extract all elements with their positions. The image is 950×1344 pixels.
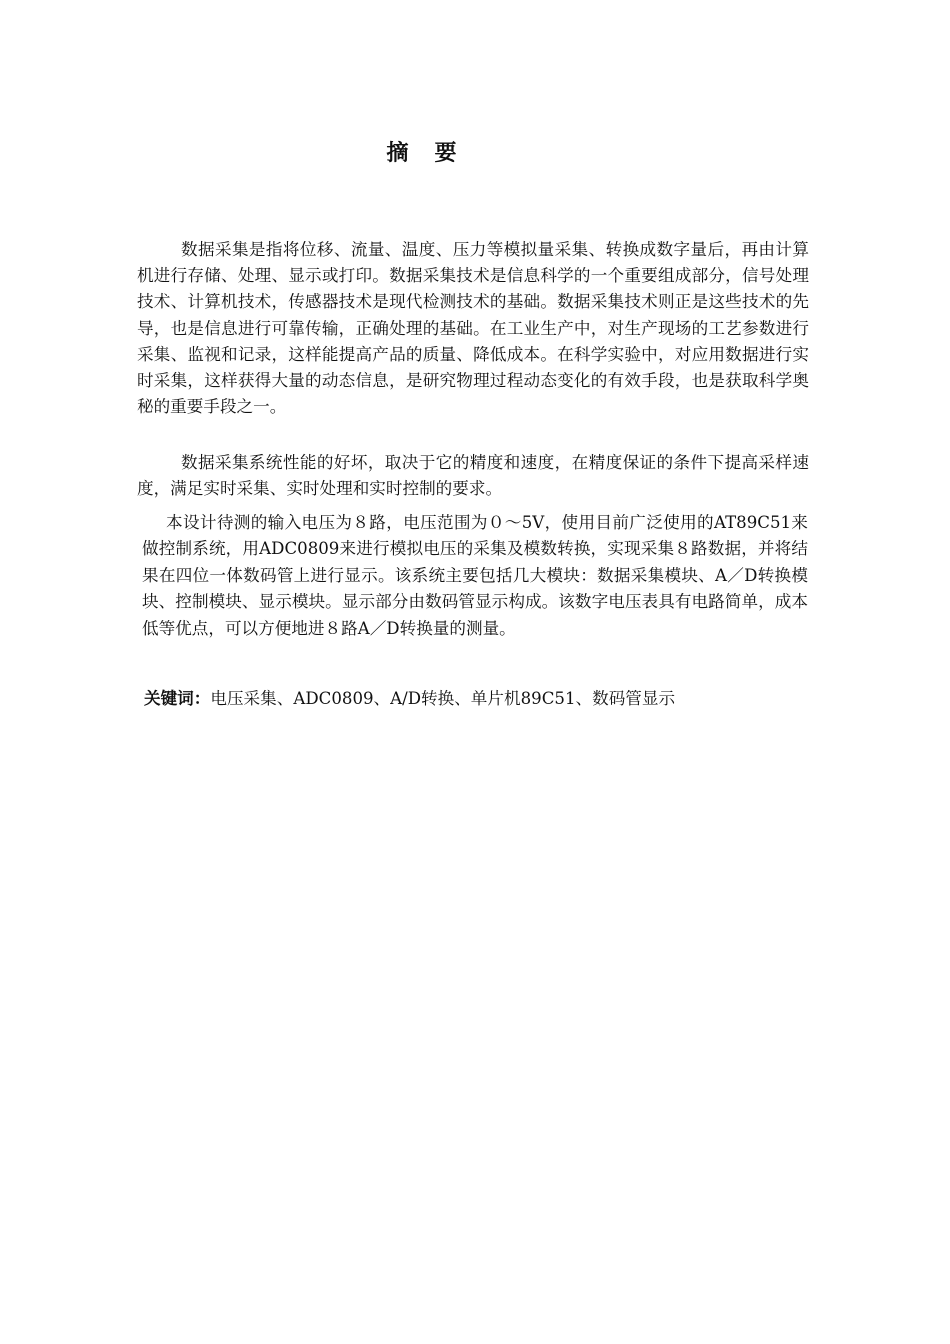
abstract-title: 摘 要 (386, 141, 459, 166)
abstract-paragraph-2: 数据采集系统性能的好坏，取决于它的精度和速度，在精度保证的条件下提高采样速度，满足实时采集、实时处理和实时控制的要求。 (137, 453, 809, 499)
keywords-label: 关键词： (144, 689, 211, 708)
keywords-line (144, 686, 804, 712)
abstract-paragraph-1: 数据采集是指将位移、流量、温度、压力等模拟量采集、转换成数字量后，再由计算机进行存储、处理、显示或打印。数据采集技术是信息科学的一个重要组成部分，信号处理技术、计算机技术，传感器技术是现代检测技术的基础。数据采集技术则正是这些技术的先导，也是信息进行可靠传输，正确处理的基础。在工业生产中，对生产现场的工艺参数进行采集、监视和记录，这样能提高产品的质量、降低成本。在科学实验中，对应用数据进行实时采集，这样获得大量的动态信息，是研究物理过程动态变化的有效手段，也是获取科学奥秘的重要手段之一。 (137, 240, 809, 417)
abstract-paragraph-3: 本设计待测的输入电压为８路，电压范围为０～5V，使用目前广泛使用的AT89C51来做控制系统，用ADC0809来进行模拟电压的采集及模数转换，实现采集８路数据，并将结果在四位一体数码管上进行显示。该系统主要包括几大模块：数据采集模块、A／D转换模块、控制模块、显示模块。显示部分由数码管显示构成。该数字电压表具有电路简单，成本低等优点，可以方便地进８路A／D转换量的测量。 (142, 513, 808, 638)
keywords-text: 电压采集、ADC0809、A/D转换、单片机89C51、数码管显示 (210, 689, 676, 708)
